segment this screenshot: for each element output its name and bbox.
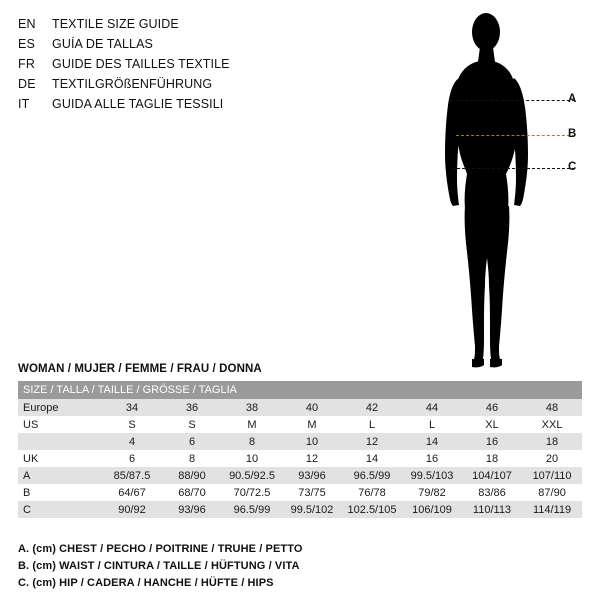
table-cell: 16	[462, 433, 522, 450]
table-cell: 34	[102, 399, 162, 416]
table-cell: 48	[522, 399, 582, 416]
size-table-wrapper	[18, 381, 582, 518]
table-cell: L	[342, 416, 402, 433]
language-title: GUIDE DES TAILLES TEXTILE	[52, 57, 230, 71]
language-title: GUIDA ALLE TAGLIE TESSILI	[52, 97, 224, 111]
table-cell: 70/72.5	[222, 484, 282, 501]
table-cell: XXL	[522, 416, 582, 433]
table-cell: 6	[162, 433, 222, 450]
table-cell: 64/67	[102, 484, 162, 501]
table-cell: 76/78	[342, 484, 402, 501]
table-cell: 87/90	[522, 484, 582, 501]
table-cell: M	[282, 416, 342, 433]
table-cell: 114/119	[522, 501, 582, 518]
body-figure	[420, 8, 590, 370]
note-chest: A. (cm) CHEST / PECHO / POITRINE / TRUHE / PETTO	[18, 543, 303, 555]
table-cell: 18	[522, 433, 582, 450]
language-row	[18, 14, 348, 34]
table-cell: 110/113	[462, 501, 522, 518]
measure-line-b	[456, 135, 575, 136]
row-label: B	[18, 484, 102, 501]
measure-label-a: A	[568, 93, 577, 105]
table-cell: XL	[462, 416, 522, 433]
table-row	[18, 467, 582, 484]
table-cell: 90/92	[102, 501, 162, 518]
table-cell: 8	[222, 433, 282, 450]
table-cell: 96.5/99	[222, 501, 282, 518]
table-cell: 46	[462, 399, 522, 416]
size-table	[18, 381, 582, 518]
note-hip: C. (cm) HIP / CADERA / HANCHE / HÜFTE / HIPS	[18, 577, 274, 589]
table-cell: 40	[282, 399, 342, 416]
table-cell: 90.5/92.5	[222, 467, 282, 484]
table-row	[18, 450, 582, 467]
table-cell: 99.5/103	[402, 467, 462, 484]
table-cell: 104/107	[462, 467, 522, 484]
table-cell: 99.5/102	[282, 501, 342, 518]
table-row	[18, 416, 582, 433]
language-title: TEXTILE SIZE GUIDE	[52, 17, 179, 31]
table-cell: M	[222, 416, 282, 433]
table-cell: 14	[342, 450, 402, 467]
table-cell: 10	[222, 450, 282, 467]
table-row	[18, 501, 582, 518]
table-cell: 20	[522, 450, 582, 467]
language-code: EN	[18, 17, 36, 31]
table-cell: 8	[162, 450, 222, 467]
language-code: FR	[18, 57, 36, 71]
table-row	[18, 399, 582, 416]
table-cell: 38	[222, 399, 282, 416]
language-code: IT	[18, 97, 30, 111]
measure-line-c	[452, 168, 575, 169]
row-label	[18, 433, 102, 450]
table-cell: 102.5/105	[342, 501, 402, 518]
row-label: C	[18, 501, 102, 518]
table-cell: 10	[282, 433, 342, 450]
measure-label-c: C	[568, 161, 577, 173]
table-cell: 106/109	[402, 501, 462, 518]
language-code: ES	[18, 37, 36, 51]
table-cell: 88/90	[162, 467, 222, 484]
language-title: TEXTILGRÖßENFÜHRUNG	[52, 77, 213, 91]
table-cell: 93/96	[162, 501, 222, 518]
table-cell: 16	[402, 450, 462, 467]
language-header-block	[18, 14, 348, 114]
table-cell: 18	[462, 450, 522, 467]
table-cell: 79/82	[402, 484, 462, 501]
language-row	[18, 54, 348, 74]
row-label: Europe	[18, 399, 102, 416]
language-row	[18, 34, 348, 54]
table-row	[18, 484, 582, 501]
table-header-cell: SIZE / TALLA / TAILLE / GRÖSSE / TAGLIA	[18, 381, 582, 399]
language-title: GUÍA DE TALLAS	[52, 37, 153, 51]
table-cell: 4	[102, 433, 162, 450]
table-header-row	[18, 381, 582, 399]
table-cell: 73/75	[282, 484, 342, 501]
language-row	[18, 74, 348, 94]
measurement-notes	[18, 541, 438, 592]
note-waist: B. (cm) WAIST / CINTURA / TAILLE / HÜFTUNG / VITA	[18, 560, 300, 572]
table-cell: 42	[342, 399, 402, 416]
female-silhouette-icon	[420, 8, 590, 370]
table-cell: S	[162, 416, 222, 433]
language-row	[18, 94, 348, 114]
language-code: DE	[18, 77, 36, 91]
row-label: A	[18, 467, 102, 484]
table-cell: 96.5/99	[342, 467, 402, 484]
table-cell: 93/96	[282, 467, 342, 484]
table-cell: 36	[162, 399, 222, 416]
table-cell: 14	[402, 433, 462, 450]
measure-label-b: B	[568, 128, 577, 140]
table-cell: 68/70	[162, 484, 222, 501]
table-cell: 12	[282, 450, 342, 467]
row-label: UK	[18, 450, 102, 467]
table-cell: 107/110	[522, 467, 582, 484]
measure-line-a	[450, 100, 575, 101]
table-cell: 12	[342, 433, 402, 450]
section-title: WOMAN / MUJER / FEMME / FRAU / DONNA	[18, 363, 262, 375]
table-cell: S	[102, 416, 162, 433]
table-row	[18, 433, 582, 450]
table-cell: L	[402, 416, 462, 433]
table-cell: 44	[402, 399, 462, 416]
table-cell: 83/86	[462, 484, 522, 501]
table-cell: 6	[102, 450, 162, 467]
row-label: US	[18, 416, 102, 433]
table-cell: 85/87.5	[102, 467, 162, 484]
